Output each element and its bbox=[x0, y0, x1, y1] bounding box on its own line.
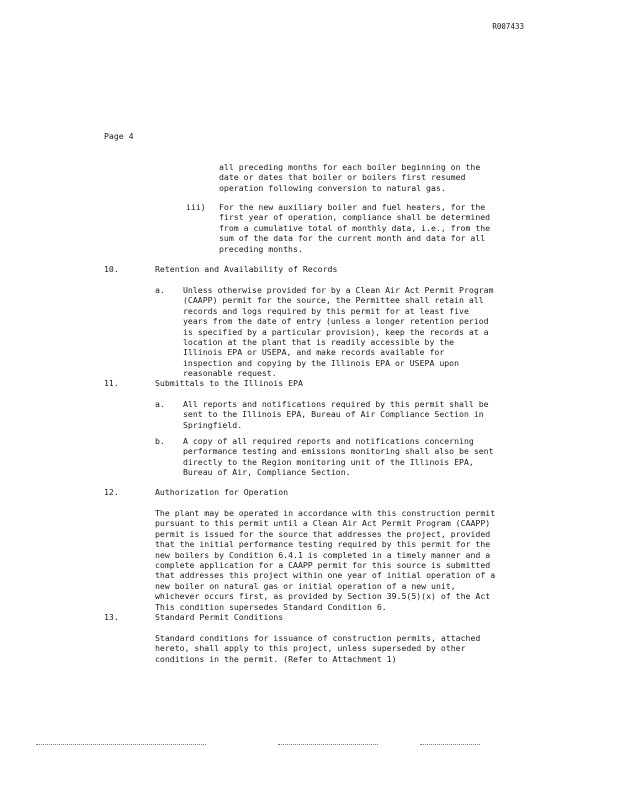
text-line: from a cumulative total of monthly data, i.e., from the bbox=[219, 222, 491, 233]
continuation-paragraph bbox=[219, 162, 480, 193]
section-number: 13. bbox=[104, 612, 119, 622]
item-marker: b. bbox=[155, 436, 165, 446]
text-line: sent to the Illinois EPA, Bureau of Air Compliance Section in bbox=[183, 409, 484, 420]
text-line: A copy of all required reports and notifications concerning bbox=[183, 436, 474, 446]
text-line: This condition supersedes Standard Condition 6. bbox=[155, 601, 387, 612]
text-line: sum of the data for the current month and data for all bbox=[219, 233, 486, 244]
section-12-paragraph bbox=[155, 508, 495, 612]
scan-artifact-dots bbox=[36, 744, 206, 746]
text-line: years from the date of entry (unless a longer retention period bbox=[183, 316, 489, 327]
text-line: inspection and copying by the Illinois EPA or USEPA upon bbox=[183, 357, 460, 368]
item-marker: a. bbox=[155, 285, 165, 295]
scan-artifact-dots bbox=[420, 744, 480, 746]
section-10-item-a bbox=[183, 285, 494, 379]
text-line: preceding months. bbox=[219, 243, 303, 254]
text-line: pursuant to this permit until a Clean Air Act Permit Program (CAAPP) bbox=[155, 518, 491, 529]
scan-artifact-dots bbox=[278, 744, 378, 746]
section-heading: Authorization for Operation bbox=[155, 487, 289, 497]
section-11-item-b bbox=[183, 436, 494, 478]
text-line: conditions in the permit. (Refer to Attachment 1) bbox=[155, 653, 397, 664]
text-line: For the new auxiliary boiler and fuel heaters, for the bbox=[219, 202, 486, 212]
text-line: first year of operation, compliance shall be determined bbox=[219, 212, 491, 223]
text-line: that addresses this project within one year of initial operation of a bbox=[155, 570, 496, 581]
text-line: date or dates that boiler or boilers first resumed bbox=[219, 172, 466, 183]
text-line: directly to the Region monitoring unit of the Illinois EPA, bbox=[183, 456, 474, 467]
text-line: hereto, shall apply to this project, unless superseded by other bbox=[155, 643, 466, 654]
section-11-item-a bbox=[183, 399, 489, 430]
text-line: All reports and notifications required by this permit shall be bbox=[183, 399, 489, 409]
text-line: all preceding months for each boiler beginning on the bbox=[219, 162, 481, 172]
text-line: The plant may be operated in accordance with this construction permit bbox=[155, 508, 496, 518]
item-marker: a. bbox=[155, 399, 165, 409]
text-line: Unless otherwise provided for by a Clean Air Act Permit Program bbox=[183, 285, 494, 295]
section-number: 12. bbox=[104, 487, 119, 497]
text-line: (CAAPP) permit for the source, the Permittee shall retain all bbox=[183, 295, 484, 306]
text-line: Springfield. bbox=[183, 419, 243, 430]
text-line: Illinois EPA or USEPA, and make records available for bbox=[183, 347, 445, 358]
text-line: location at the plant that is readily accessible by the bbox=[183, 337, 455, 348]
text-line: new boilers by Condition 6.4.1 is completed in a timely manner and a bbox=[155, 549, 491, 560]
item-iii-paragraph bbox=[219, 202, 490, 254]
text-line: operation following conversion to natural gas. bbox=[219, 182, 446, 193]
text-line: new boiler on natural gas or initial operation of a new unit, bbox=[155, 580, 456, 591]
section-number: 10. bbox=[104, 264, 119, 274]
text-line: is specified by a particular provision), keep the records at a bbox=[183, 326, 489, 337]
text-line: records and logs required by this permit for at least five bbox=[183, 305, 469, 316]
text-line: whichever occurs first, as provided by Section 39.5(5)(x) of the Act bbox=[155, 591, 491, 602]
section-heading: Submittals to the Illinois EPA bbox=[155, 378, 303, 388]
text-line: complete application for a CAAPP permit for this source is submitted bbox=[155, 560, 491, 571]
text-line: performance testing and emissions monitoring shall also be sent bbox=[183, 446, 494, 457]
page-label: Page 4 bbox=[104, 131, 134, 141]
text-line: reasonable request. bbox=[183, 368, 277, 379]
section-heading: Standard Permit Conditions bbox=[155, 612, 284, 622]
item-marker: iii) bbox=[186, 202, 206, 212]
text-line: Standard conditions for issuance of construction permits, attached bbox=[155, 633, 481, 643]
text-line: Bureau of Air, Compliance Section. bbox=[183, 467, 351, 478]
text-line: permit is issued for the source that addresses the project, provided bbox=[155, 528, 491, 539]
text-line: that the initial performance testing required by this permit for the bbox=[155, 539, 491, 550]
document-id: R007433 bbox=[492, 22, 524, 31]
section-heading: Retention and Availability of Records bbox=[155, 264, 338, 274]
section-number: 11. bbox=[104, 378, 119, 388]
section-13-paragraph bbox=[155, 633, 480, 664]
